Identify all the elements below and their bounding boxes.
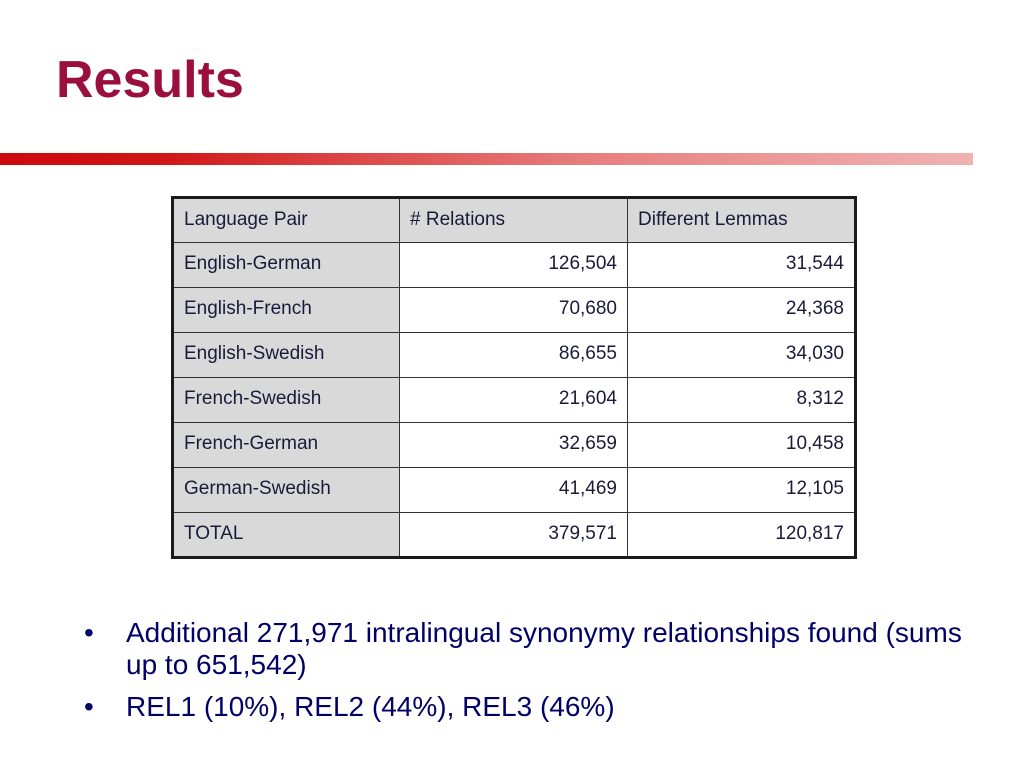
table-row bbox=[173, 423, 856, 468]
header-relations: # Relations bbox=[400, 198, 628, 243]
lemmas-cell: 34,030 bbox=[628, 333, 856, 378]
language-pair-cell: English-French bbox=[173, 288, 400, 333]
lemmas-cell: 10,458 bbox=[628, 423, 856, 468]
total-label-cell: TOTAL bbox=[173, 513, 400, 558]
table-row bbox=[173, 243, 856, 288]
language-pair-cell: English-Swedish bbox=[173, 333, 400, 378]
language-pair-cell: English-German bbox=[173, 243, 400, 288]
slide-title: Results bbox=[56, 51, 244, 109]
lemmas-cell: 8,312 bbox=[628, 378, 856, 423]
table-total-row bbox=[173, 513, 856, 558]
bullet-text: REL1 (10%), REL2 (44%), REL3 (46%) bbox=[126, 691, 615, 722]
table-row bbox=[173, 468, 856, 513]
results-table bbox=[171, 196, 857, 559]
bullet-dot-icon: • bbox=[84, 617, 94, 648]
table-row bbox=[173, 333, 856, 378]
header-language-pair: Language Pair bbox=[173, 198, 400, 243]
table-row bbox=[173, 288, 856, 333]
relations-cell: 86,655 bbox=[400, 333, 628, 378]
bullet-item bbox=[82, 617, 982, 681]
lemmas-cell: 31,544 bbox=[628, 243, 856, 288]
lemmas-cell: 24,368 bbox=[628, 288, 856, 333]
header-different-lemmas: Different Lemmas bbox=[628, 198, 856, 243]
language-pair-cell: French-Swedish bbox=[173, 378, 400, 423]
bullet-dot-icon: • bbox=[84, 691, 94, 722]
table-header-row bbox=[173, 198, 856, 243]
relations-cell: 41,469 bbox=[400, 468, 628, 513]
title-accent-bar bbox=[0, 153, 973, 165]
language-pair-cell: German-Swedish bbox=[173, 468, 400, 513]
relations-cell: 70,680 bbox=[400, 288, 628, 333]
bullet-item bbox=[82, 691, 982, 723]
relations-cell: 21,604 bbox=[400, 378, 628, 423]
language-pair-cell: French-German bbox=[173, 423, 400, 468]
table-row bbox=[173, 378, 856, 423]
lemmas-cell: 12,105 bbox=[628, 468, 856, 513]
total-lemmas-cell: 120,817 bbox=[628, 513, 856, 558]
bullet-text: Additional 271,971 intralingual synonymy relationships found (sums up to 651,542) bbox=[126, 617, 962, 680]
total-relations-cell: 379,571 bbox=[400, 513, 628, 558]
results-table-container bbox=[171, 196, 857, 559]
bullet-list bbox=[82, 617, 982, 733]
relations-cell: 32,659 bbox=[400, 423, 628, 468]
relations-cell: 126,504 bbox=[400, 243, 628, 288]
